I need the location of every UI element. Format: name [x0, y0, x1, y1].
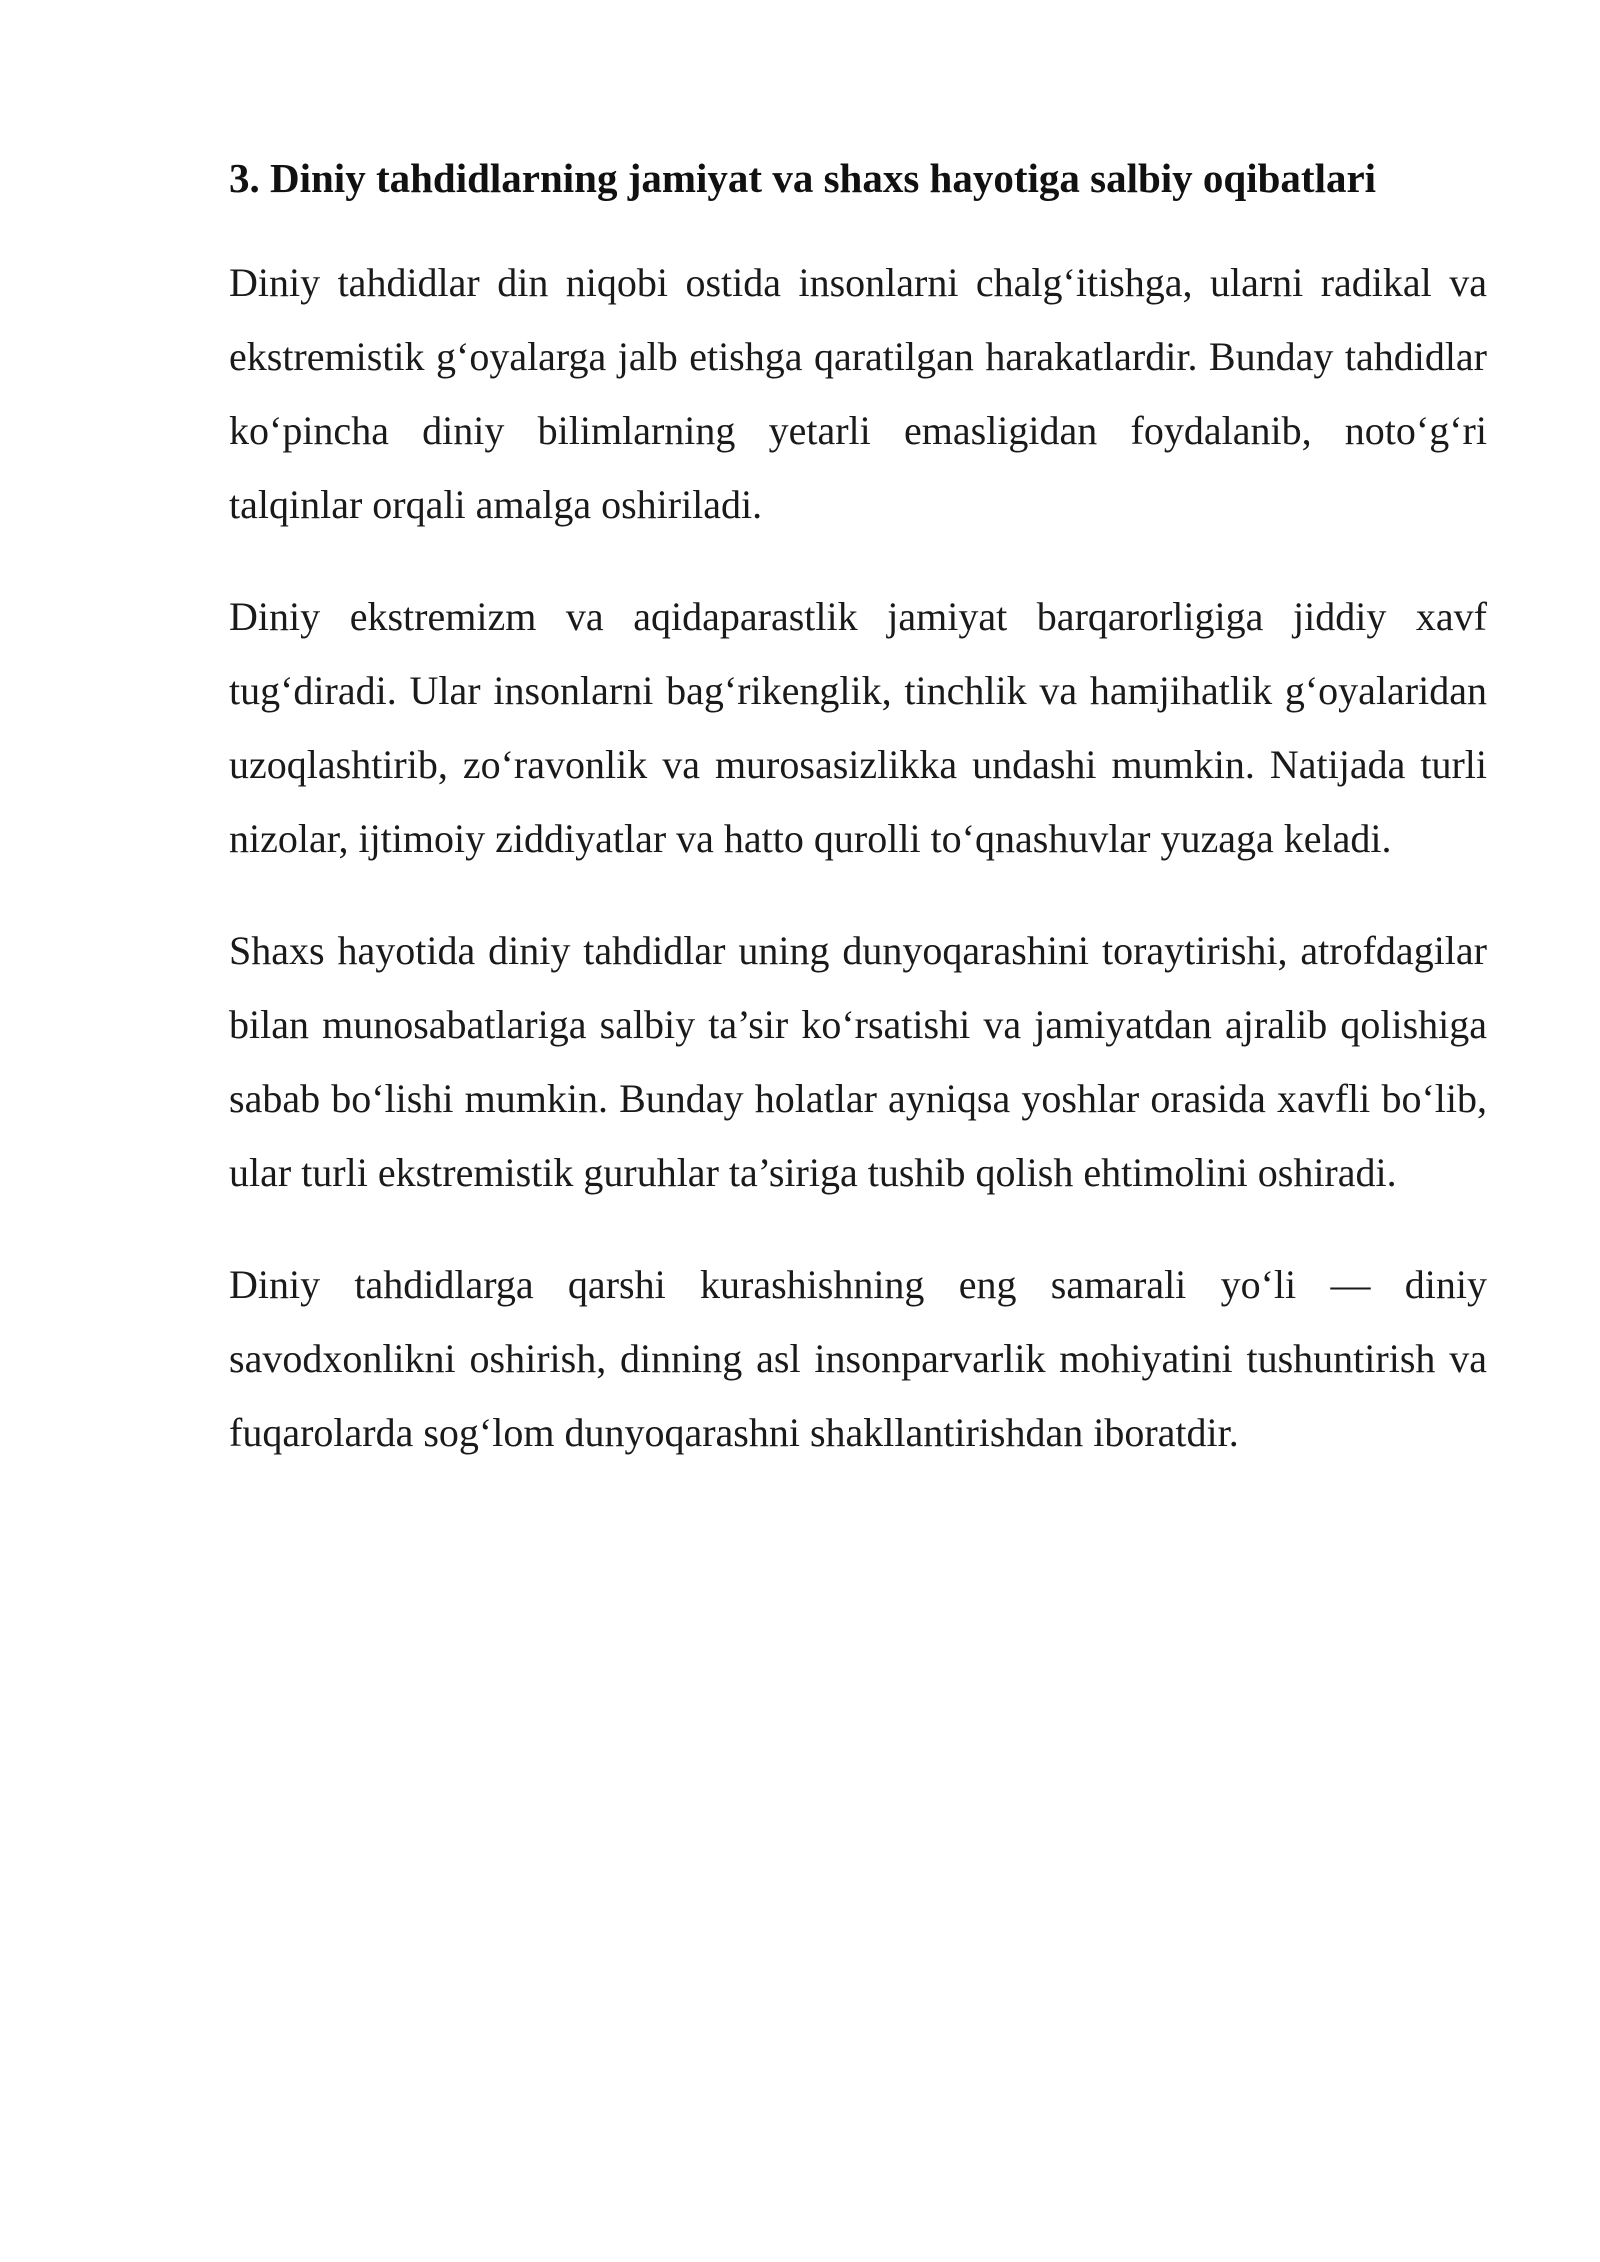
paragraph-1: Diniy tahdidlar din niqobi ostida insonlarni chalg‘itishga, ularni radikal va ekstremistik g‘oyalarga jalb etishga qaratilgan harakatlardir. Bunday tahdidlar ko‘pincha diniy bilimlarning yetarli emasligidan foydalanib, noto‘g‘ri talqinlar orqali amalga oshiriladi. [229, 260, 1487, 527]
paragraph-4: Diniy tahdidlarga qarshi kurashishning eng samarali yo‘li — diniy savodxonlikni oshirish, dinning asl insonparvarlik mohiyatini tushuntirish va fuqarolarda sog‘lom dunyoqarashni shakllantirishdan iboratdir. [229, 1262, 1487, 1455]
paragraph-2: Diniy ekstremizm va aqidaparastlik jamiyat barqarorligiga jiddiy xavf tug‘diradi. Ular insonlarni bag‘rikenglik, tinchlik va hamjihatlik g‘oyalaridan uzoqlashtirib, zo‘ravonlik va murosasizlikka undashi mumkin. Natijada turli nizolar, ijtimoiy ziddiyatlar va hatto qurolli to‘qnashuvlar yuzaga keladi. [229, 594, 1487, 861]
section-heading: 3. Diniy tahdidlarning jamiyat va shaxs hayotiga salbiy oqibatlari [229, 155, 1377, 201]
document-body [229, 148, 1487, 1508]
paragraph-3: Shaxs hayotida diniy tahdidlar uning dunyoqarashini toraytirishi, atrofdagilar bilan munosabatlariga salbiy ta’sir ko‘rsatishi va jamiyatdan ajralib qolishiga sabab bo‘lishi mumkin. Bunday holatlar ayniqsa yoshlar orasida xavfli bo‘lib, ular turli ekstremistik guruhlar ta’siriga tushib qolish ehtimolini oshiradi. [229, 928, 1487, 1195]
